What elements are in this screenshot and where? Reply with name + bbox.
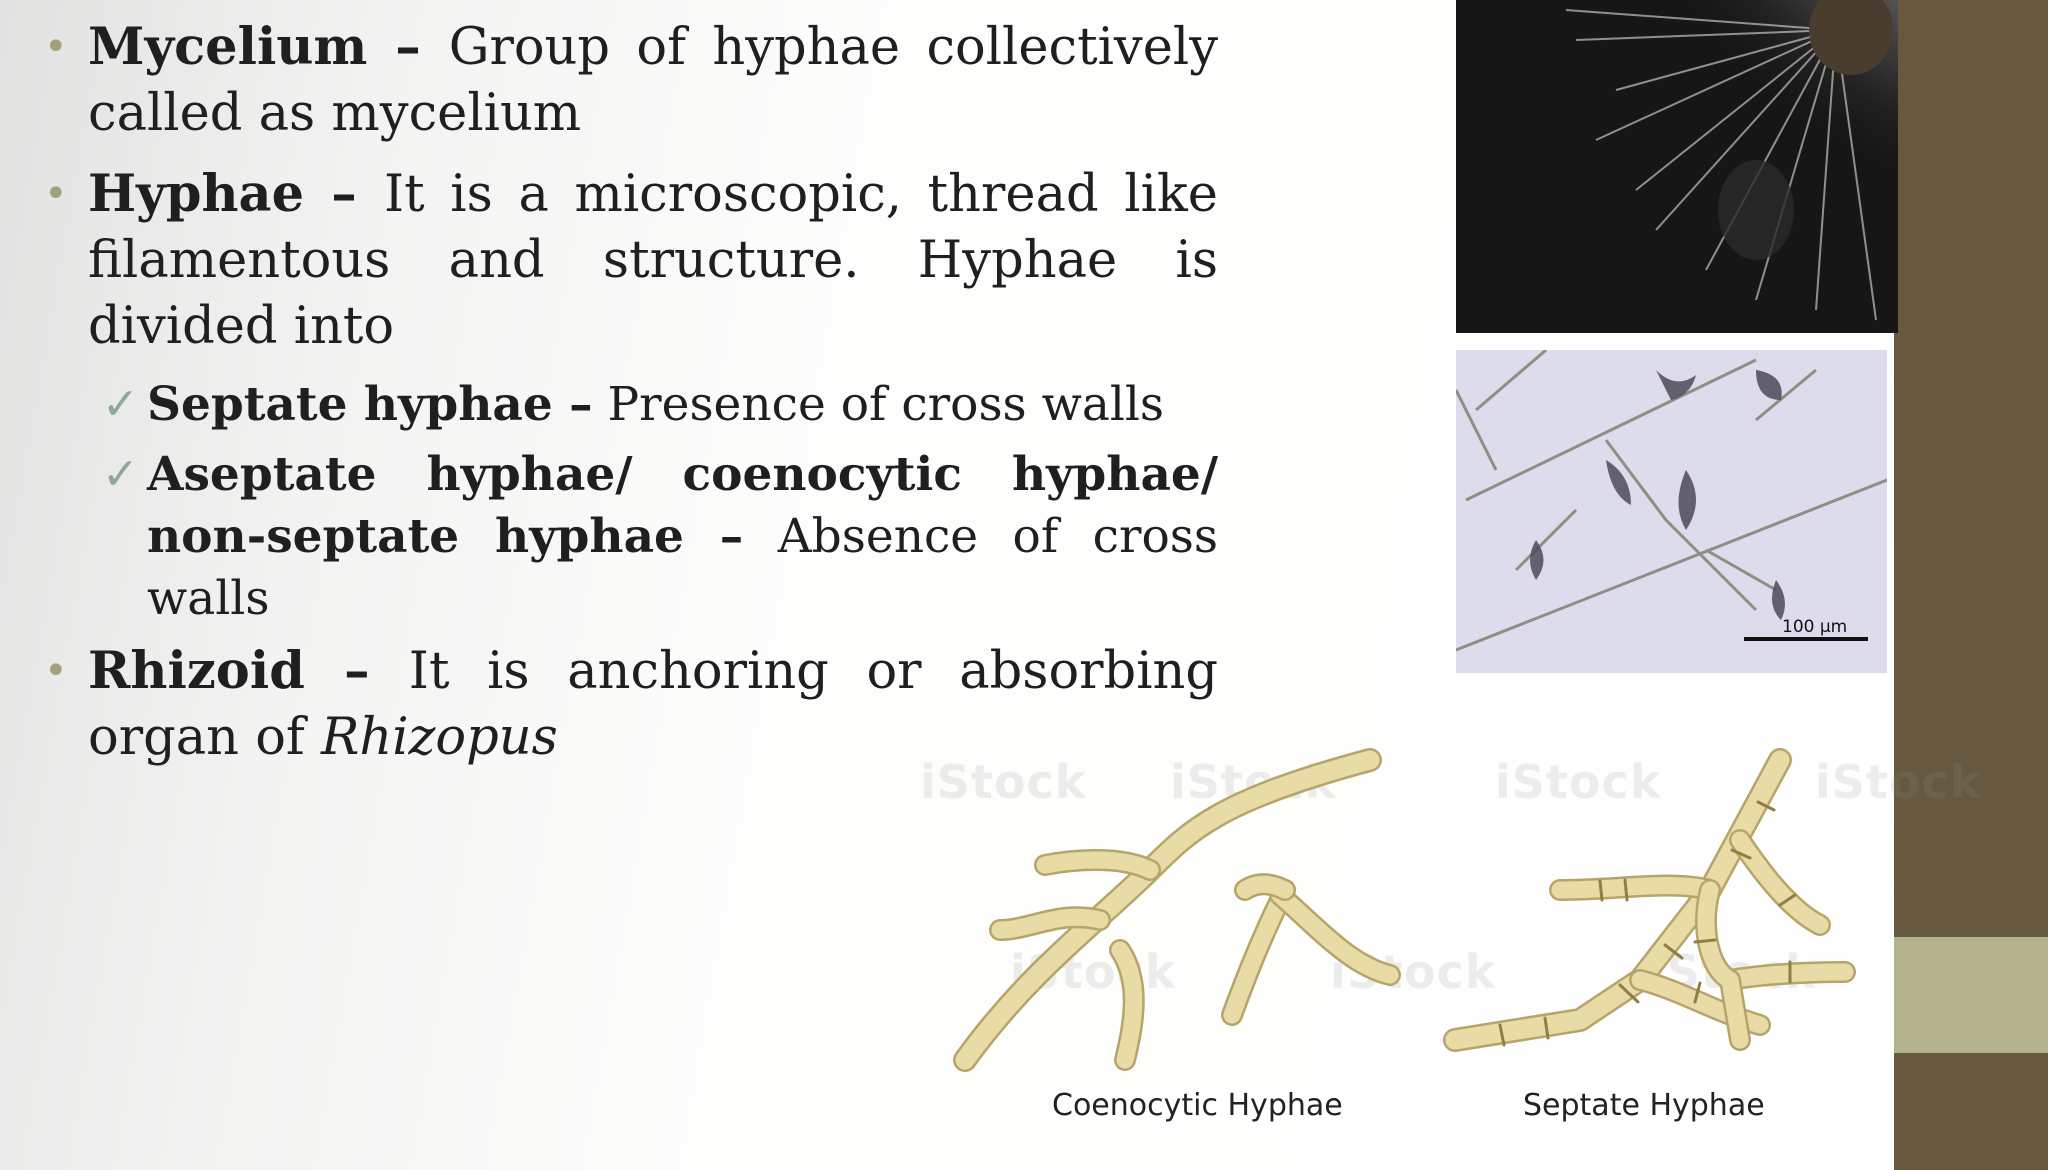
definition-septate: Presence of cross walls bbox=[592, 377, 1165, 432]
term-mycelium: Mycelium bbox=[88, 17, 368, 77]
term-septate: Septate hyphae – bbox=[147, 377, 593, 432]
dash: – bbox=[304, 641, 409, 701]
checkmark-icon: ✓ bbox=[102, 449, 139, 500]
bullet-hyphae bbox=[38, 161, 1218, 360]
hyphae-diagram bbox=[920, 740, 1982, 1170]
bullet-dot-icon: • bbox=[44, 24, 68, 70]
watermark-text: iStock bbox=[1170, 755, 1337, 809]
checkmark-icon: ✓ bbox=[102, 379, 139, 430]
subbullet-septate bbox=[38, 374, 1218, 436]
bullet-dot-icon: • bbox=[44, 171, 68, 217]
watermark-text: iStock bbox=[1330, 945, 1497, 999]
slide-text bbox=[38, 14, 1218, 785]
term-hyphae: Hyphae bbox=[88, 164, 305, 224]
watermark-text: iStock bbox=[1010, 945, 1177, 999]
decorative-band-accent bbox=[1894, 937, 2048, 1053]
dash: – bbox=[304, 164, 384, 224]
watermark-text: iStock bbox=[1650, 945, 1817, 999]
coenocytic-hypha-shape bbox=[965, 760, 1390, 1060]
hyphae-drawing bbox=[920, 740, 1895, 1120]
definition-aseptate: Absence of cross walls bbox=[147, 509, 1218, 626]
scale-bar-label: 100 µm bbox=[1782, 617, 1848, 637]
bullet-mycelium bbox=[38, 14, 1218, 147]
bullet-dot-icon: • bbox=[44, 648, 68, 694]
term-rhizoid: Rhizoid bbox=[88, 641, 305, 701]
genus-rhizopus: Rhizopus bbox=[321, 708, 558, 767]
watermark-text: iStock bbox=[1815, 755, 1982, 809]
term-aseptate: Aseptate hyphae/ coenocytic hyphae/ non-septate hyphae – bbox=[147, 447, 1218, 564]
definition-mycelium: Group of hyphae collectively called as mycelium bbox=[88, 18, 1219, 143]
dash: – bbox=[367, 17, 449, 77]
caption-coenocytic: Coenocytic Hyphae bbox=[1052, 1088, 1343, 1123]
mycelium-photo-graphic bbox=[1456, 0, 1898, 333]
watermark-text: iStock bbox=[1495, 755, 1662, 809]
mycelium-photo bbox=[1456, 0, 1898, 333]
subbullet-aseptate bbox=[38, 444, 1218, 630]
definition-rhizoid: It is anchoring or absorbing organ of bbox=[88, 642, 1218, 767]
caption-septate: Septate Hyphae bbox=[1523, 1088, 1765, 1123]
definition-hyphae: It is a microscopic, thread like filamentous and structure. Hyphae is divided into bbox=[88, 165, 1218, 356]
watermark-text: iStock bbox=[920, 755, 1087, 809]
